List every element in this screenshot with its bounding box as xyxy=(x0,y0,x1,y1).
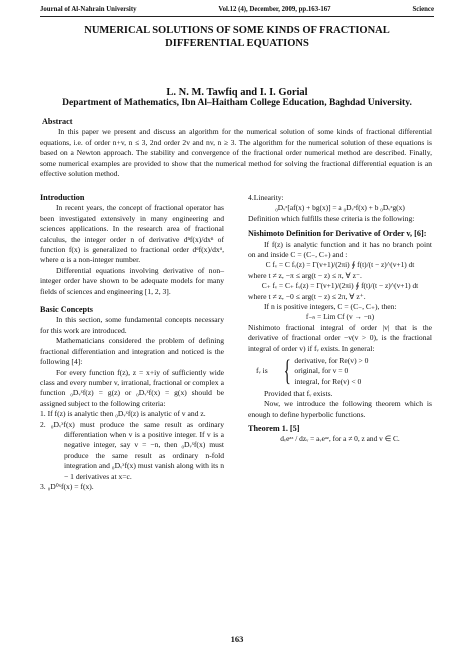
fractional-integral-text: Nishimoto fractional integral of order |v| that is the derivative of fractional order −v(v > 0), is the fractional integral of order v) if fᵥ exists. In general: xyxy=(248,322,432,353)
fv-label: fᵥ is xyxy=(256,366,268,376)
nishimoto-heading: Nishimoto Definition for Derivative of Order v, [6]: xyxy=(248,229,427,239)
page-number: 163 xyxy=(230,634,244,644)
intro-paragraph-2: Differential equations involving derivative of non–integer order have shown to be adequate models for many fields of sciences and engineering [1, 2, 3]. xyxy=(40,265,224,296)
running-header xyxy=(40,6,434,13)
nishimoto-paragraph: If f(z) is analytic function and it has no branch point on and inside C = (C₋, C₊) and : xyxy=(248,239,432,260)
equation-1: C fᵥ = C fᵥ(z) = Γ(v+1)/(2πi) ∮ f(t)/(t − z)^(v+1) dt xyxy=(265,260,415,270)
basic-paragraph-3: For every function f(z), z = x+iy of sufficiently wide class and every number v, irrational, fractional or complex a function ₀Dᵥˣf(z) = g(z) or ₀Dᵥˣf(x) = g(x) should be assigned subject to the following criteria: xyxy=(40,367,224,408)
now-text: Now, we introduce the following theorem which is enough to define hyperbolic functions. xyxy=(248,399,432,419)
authors: L. N. M. Tawfiq and I. I. Gorial xyxy=(166,87,308,98)
basic-concepts-heading: Basic Concepts xyxy=(40,305,93,315)
linearity-text: Definition which fulfills these criteria is the following: xyxy=(248,213,415,223)
basic-paragraph-2: Mathematicians considered the problem of defining fractional differentiation and integration and noticed is the following [4]: xyxy=(40,336,224,367)
affiliation: Department of Mathematics, Ibn Al–Haitham College Education, Baghdad University. xyxy=(62,98,412,108)
linearity-heading: 4.Linearity: xyxy=(248,193,284,202)
left-column xyxy=(40,193,224,492)
intro-paragraph-1: In recent years, the concept of fractional operator has been investigated extensively in many engineering and sciences applications. In the research area of fractional calculus, the integer order n of derivative dⁿf(x)/dxⁿ of function f(x) is generalized to fractional order dᵅf(x)/dxᵅ, where α is a non-integer number. xyxy=(40,203,224,265)
where-2: where t ≠ z, −0 ≤ arg(t − z) ≤ 2π, ∀ z⁺. xyxy=(248,291,366,301)
criterion-3: 3. ₀D⁰ˣf(x) = f(x). xyxy=(40,481,94,491)
case-integral: integral, for Re(v) < 0 xyxy=(294,376,362,386)
linearity-equation: ₀Dᵥˣ[af(x) + bg(x)] = a ₀Dᵥˣf(x) + b ₀Dᵥˣg(x) xyxy=(275,203,405,213)
criterion-1: 1. If f(z) is analytic then ₀Dᵥˣf(z) is analytic of v and z. xyxy=(40,409,206,419)
header-rule xyxy=(40,16,434,17)
provided-text: Provided that fᵥ exists. xyxy=(264,388,333,398)
volume-info: Vol.12 (4), December, 2009, pp.163-167 xyxy=(218,6,331,13)
section-label: Science xyxy=(412,6,434,13)
case-original: original, for v = 0 xyxy=(294,366,349,376)
criterion-2: 2. ₀Dᵥˣf(x) must produce the same result as ordinary differentiation when v is a positive integer. If v is a negative integer, say v = −n, then ₀Dᵥˣf(x) must produce the same result as ordinary n-fold integration and ₀Dᵥˣf(x) must vanish along with its n − 1 derivatives at x=c. xyxy=(40,419,224,481)
case-derivative: derivative, for Re(v) > 0 xyxy=(294,356,369,366)
brace: { xyxy=(283,354,291,388)
positive-integer-text: If n is positive integers, C = (C₋, C₊), then: xyxy=(264,302,397,312)
intro-heading: Introduction xyxy=(40,193,85,202)
piecewise-definition xyxy=(256,356,432,387)
title-line-2: DIFFERENTIAL EQUATIONS xyxy=(165,37,309,49)
where-1: where t ≠ z, −π ≤ arg(t − z) ≤ π, ∀ z⁻. xyxy=(248,270,362,280)
theorem-equation: dᵥeᵃᶻ / dzᵥ = aᵥeᵃᶻ, for a ≠ 0, z and v ∈ C. xyxy=(280,434,400,444)
title-line-1: NUMERICAL SOLUTIONS OF SOME KINDS OF FRACTIONAL xyxy=(84,25,390,36)
theorem-heading: Theorem 1. [5] xyxy=(248,423,300,433)
journal-name: Journal of Al-Nahrain University xyxy=(40,6,137,13)
abstract-text: In this paper we present and discuss an algorithm for the numerical solution of some kinds of fractional differential equations, i.e. of order n+v, n ≤ 3, 2nd order 2v and nv, n ≥ 3. The algorithm for the numerical solution of these equations is based on a Newton approach. The stability and convergence of the fractional order numerical method are described. Finally, some numerical examples are provided to show that the numerical method for solving the fractional differential equation is an effective solution method. xyxy=(40,127,432,179)
abstract xyxy=(40,127,432,180)
right-column xyxy=(248,193,432,445)
abstract-heading: Abstract xyxy=(42,117,73,126)
equation-2: C₊ fᵥ = C₊ fᵥ(z) = Γ(v+1)/(2πi) ∮ f(t)/(t − z)^(v+1) dt xyxy=(261,281,419,291)
basic-paragraph-1: In this section, some fundamental concepts necessary for this work are introduced. xyxy=(40,315,224,335)
limit-equation: f₋ₙ = Lim Cf (v → −n) xyxy=(305,312,375,322)
paper-title xyxy=(40,25,434,50)
